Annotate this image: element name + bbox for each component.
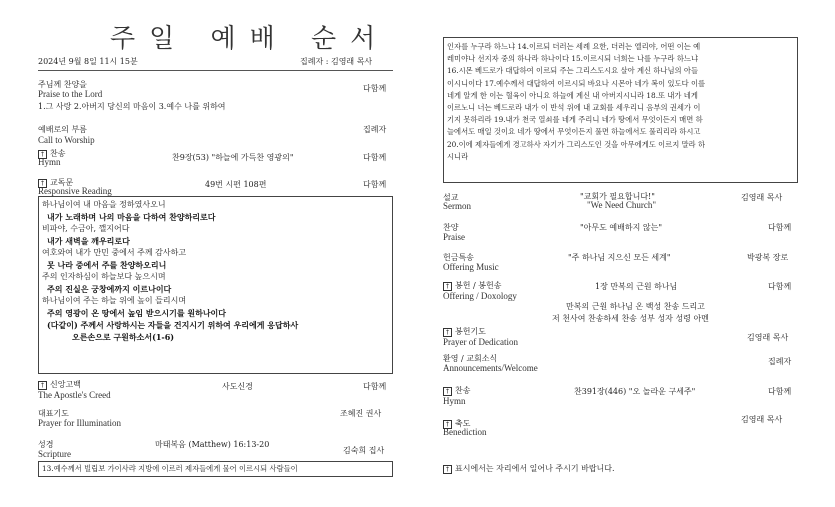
scripture-line: 레미야나 선지자 중의 하나라 하나이다 15.이르시되 너희는 나를 누구라 하느냐 — [447, 54, 698, 64]
reading-line: 주의 인자하심이 하늘보다 높으시며 — [42, 272, 166, 281]
order-item-ko: 주님께 찬양을 — [38, 80, 87, 89]
scripture-text: 13.예수께서 빌립보 가이사랴 지방에 이르러 제자들에게 물어 이르시되 사람들이 — [42, 464, 298, 473]
officiant — [300, 57, 372, 67]
order-item-en: Prayer for Illumination — [38, 418, 121, 428]
order-item-ko: 환영 / 교회소식 — [443, 354, 498, 363]
order-item-en: Hymn — [38, 157, 61, 167]
order-item-ko: 성경 — [38, 440, 54, 449]
responsive-reading-box — [38, 196, 393, 374]
scripture-line: 네게 알게 한 이는 혈육이 아니요 하늘에 계신 내 아버지시니라 18.또 내가 네게 — [447, 90, 698, 100]
scripture-line: 시니라 — [447, 151, 469, 161]
scripture-box-continued — [443, 37, 798, 183]
order-item-by: 박광복 장로 — [747, 253, 789, 262]
order-item-by: 다함께 — [363, 382, 387, 391]
scripture-line: 이르노니 너는 베드로라 내가 이 반석 위에 내 교회를 세우리니 음부의 권세가 이 — [447, 103, 701, 113]
scripture-line: 늘에서도 매일 것이요 네가 땅에서 무엇이든지 풀면 하늘에서도 풀리리라 하시고 — [447, 127, 701, 137]
order-item-en: Call to Worship — [38, 135, 95, 145]
stand-note-text: 표시에서는 자리에서 일어나 주시기 바랍니다. — [455, 464, 615, 473]
order-item-by: 다함께 — [363, 153, 387, 162]
order-item-by: 다함께 — [363, 180, 387, 189]
reading-line-congregation: 못 나라 중에서 주를 찬양하오리니 — [47, 260, 167, 270]
sermon-title: "교회가 필요합니다!" — [580, 192, 655, 201]
order-item-ko-label: 찬송 — [455, 386, 471, 395]
reading-line-congregation: 주의 진실은 궁창에까지 이르나이다 — [47, 284, 172, 294]
order-item-by: 조혜진 권사 — [340, 409, 382, 418]
officiant-name: 김영래 목사 — [330, 57, 373, 66]
stand-icon: † — [443, 282, 452, 291]
order-item-mid: 찬391장(446) "오 놀라운 구세주" — [574, 387, 696, 396]
order-item-en: Offering / Doxology — [443, 291, 517, 301]
order-item-ko: 찬양 — [443, 223, 459, 232]
order-item-by: 김영래 목사 — [741, 193, 783, 202]
reading-line-together: (다같이) 주께서 사랑하시는 자들을 건지시기 위하여 우리에게 응답하사 — [47, 320, 299, 330]
order-item-mid: 49번 시편 108편 — [205, 180, 267, 189]
order-item-ko-label: 신앙고백 — [50, 380, 81, 389]
stand-icon: † — [443, 328, 452, 337]
order-item-ko-label: 교독문 — [50, 178, 74, 187]
order-item-en: Hymn — [443, 396, 466, 406]
stand-icon: † — [443, 387, 452, 396]
stand-icon: † — [38, 179, 47, 188]
order-item-en: Announcements/Welcome — [443, 363, 538, 373]
responsive-reading-lines — [42, 200, 392, 350]
order-item-by: 집례자 — [768, 357, 792, 366]
doxology-line: 만복의 근원 하나님 온 백성 찬송 드리고 — [566, 302, 705, 311]
order-item-by: 다함께 — [363, 84, 387, 93]
stand-icon: † — [443, 420, 452, 429]
order-item-ko-label: 축도 — [455, 419, 471, 428]
order-item-mid: "주 하나님 지으신 모든 세계" — [568, 253, 671, 262]
header-rule — [38, 70, 393, 71]
order-item-en: Praise to the Lord — [38, 89, 103, 99]
reading-line: 비파야, 수금아, 깰지어다 — [42, 224, 130, 233]
doxology-line: 저 천사여 찬송하세 찬송 성부 성자 성령 아멘 — [552, 314, 709, 323]
officiant-prefix: 집례자 : — [300, 57, 331, 66]
order-item-by: 다함께 — [768, 387, 792, 396]
reading-line-congregation: 내가 노래하며 나의 마음을 다하여 찬양하리로다 — [47, 212, 216, 222]
order-item-by: 다함께 — [768, 282, 792, 291]
scripture-line: 기지 못하리라 19.내가 천국 열쇠를 네게 주리니 네가 땅에서 무엇이든지 매면 하 — [447, 115, 703, 125]
scripture-line: 16.시몬 베드로가 대답하여 이르되 주는 그리스도시요 살아 계신 하나님의 아들 — [447, 66, 698, 76]
order-item-ko: 설교 — [443, 193, 459, 202]
stand-icon: † — [443, 465, 452, 474]
order-item-mid: 1장 만복의 근원 하나님 — [595, 282, 678, 291]
reading-line-together: 오른손으로 구원하소서(1-6) — [72, 332, 175, 342]
order-item-en: Sermon — [443, 201, 471, 211]
stand-note — [443, 464, 615, 474]
order-item-by: 김영래 목사 — [747, 333, 789, 342]
order-item-by: 다함께 — [768, 223, 792, 232]
order-item-by: 집례자 — [363, 125, 387, 134]
order-item-ko-label: 봉헌기도 — [455, 327, 486, 336]
reading-line: 여호와여 내가 만민 중에서 주께 감사하고 — [42, 248, 187, 257]
sermon-title-en: "We Need Church" — [587, 200, 657, 210]
order-item-en: Offering Music — [443, 262, 499, 272]
scripture-box-start — [38, 461, 393, 477]
order-item-mid: "아무도 예배하지 않는" — [580, 223, 662, 232]
order-item-en: Scripture — [38, 449, 71, 459]
scripture-line: 이시니이다 17.예수께서 대답하여 이르시되 바요나 시몬아 네가 복이 있도다 이를 — [447, 78, 706, 88]
order-item-ko — [443, 386, 470, 396]
order-item-en: The Apostle's Creed — [38, 390, 111, 400]
reading-line-congregation: 주의 영광이 온 땅에서 높임 받으시기를 원하나이다 — [47, 308, 226, 318]
reading-line: 하나님이여 내 마음을 정하였사오니 — [42, 200, 166, 209]
order-item-ko — [443, 281, 501, 291]
order-item-ko: 헌금특송 — [443, 253, 474, 262]
reading-line-congregation: 내가 새벽을 깨우리로다 — [47, 236, 130, 246]
order-item-by: 김숙희 집사 — [343, 446, 385, 455]
order-item-ko — [443, 327, 486, 337]
order-item-en: Responsive Reading — [38, 186, 112, 196]
stand-icon: † — [38, 150, 47, 159]
scripture-line: 20.이에 제자들에게 경고하사 자기가 그리스도인 것을 아무에게도 이르지 말라 하 — [447, 139, 706, 149]
order-item-ko — [38, 380, 81, 390]
order-item-by: 김영래 목사 — [741, 415, 783, 424]
scripture-line: 인자를 누구라 하느냐 14.이르되 더러는 세례 요한, 더러는 엘리야, 어떤 이는 예 — [447, 42, 701, 51]
praise-songs: 1.그 사랑 2.아버지 당신의 마음이 3.예수 나를 위하여 — [38, 102, 226, 111]
order-item-mid: 찬9장(53) "하늘에 가득찬 영광의" — [172, 153, 294, 162]
order-item-ko-label: 봉헌 / 봉헌송 — [455, 281, 502, 290]
order-item-mid: 사도신경 — [222, 382, 253, 391]
order-item-ko: 예배로의 부름 — [38, 125, 87, 134]
stand-icon: † — [38, 381, 47, 390]
order-item-ko-label: 찬송 — [50, 149, 66, 158]
service-date: 2024년 9월 8일 11시 15분 — [38, 57, 138, 66]
page-title: 주일 예배 순서 — [110, 24, 390, 54]
order-item-ko: 대표기도 — [38, 409, 69, 418]
order-item-en: Prayer of Dedication — [443, 337, 518, 347]
reading-line: 하나님이여 주는 하늘 위에 높이 들리시며 — [42, 296, 187, 305]
order-item-en: Praise — [443, 232, 465, 242]
order-item-mid: 마태복음 (Matthew) 16:13-20 — [155, 440, 270, 449]
order-item-en: Benediction — [443, 427, 487, 437]
